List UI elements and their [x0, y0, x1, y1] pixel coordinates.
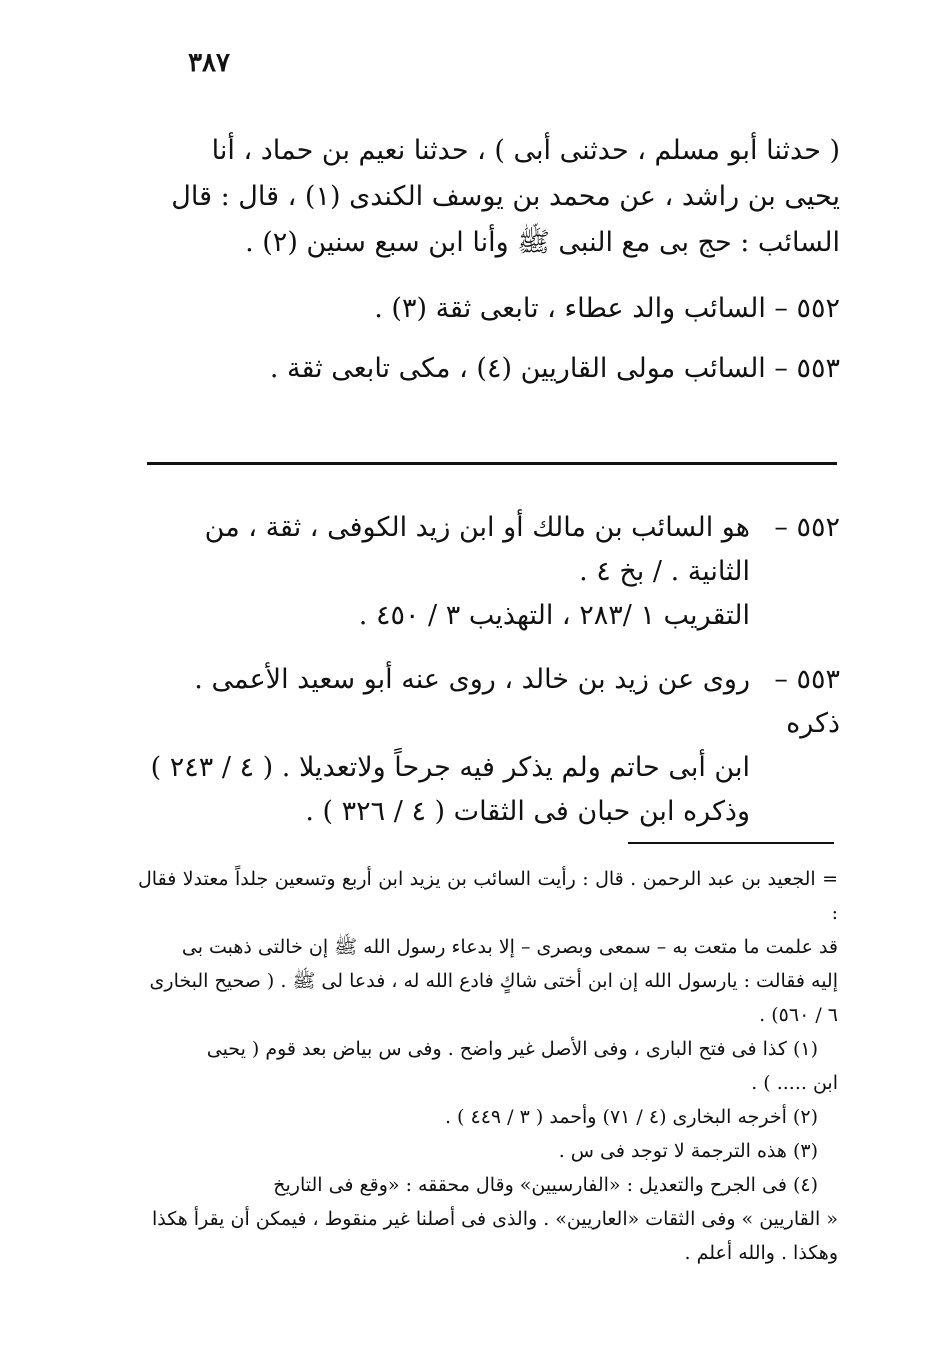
note-line: الثانية . / بخ ٤ . — [579, 556, 750, 587]
footnote-continuation: إليه فقالت : يارسول الله إن ابن أختى شاكٍ فادع الله له ، فدعا لى ﷺ . ( صحيح البخارى — [149, 970, 838, 992]
main-text-line: ( حدثنا أبو مسلم ، حدثنى أبى ) ، حدثنا نعيم بن حماد ، أنا — [211, 135, 840, 166]
footnote-4-cont: « القاريين » وفى الثقات «العاريين» . والذى فى أصلنا غير منقوط ، فيمكن أن يقرأ هكذا — [151, 1208, 838, 1230]
main-text-line: السائب : حج بى مع النبى ﷺ وأنا ابن سبع سنين (٢) . — [245, 227, 840, 258]
note-number: ٥٥٢ – — [774, 512, 840, 543]
note-line: التقريب ١ /٢٨٣ ، التهذيب ٣ / ٤٥٠ . — [358, 600, 750, 631]
entry-553: ٥٥٣ – السائب مولى القاريين (٤) ، مكى تابعى ثقة . — [269, 353, 840, 384]
note-line: ابن أبى حاتم ولم يذكر فيه جرحاً ولاتعديلا . ( ٤ / ٢٤٣ ) — [150, 752, 750, 783]
footnote-continuation: قد علمت ما متعت به – سمعى وبصرى – إلا بدعاء رسول الله ﷺ إن خالتى ذهبت بى — [181, 936, 838, 958]
note-line: هو السائب بن مالك أو ابن زيد الكوفى ، ثقة ، من — [204, 512, 750, 543]
main-text — [140, 128, 840, 266]
note-line: روى عن زيد بن خالد ، روى عنه أبو سعيد الأعمى . ذكره — [194, 664, 840, 739]
note-553 — [140, 658, 840, 834]
footnote-1: (١) كذا فى فتح البارى ، وفى الأصل غير واضح . وفى س بياض بعد قوم ( يحيى — [206, 1038, 818, 1060]
footnote-2: (٢) أخرجه البخارى (٤ / ٧١) وأحمد ( ٣ / ٤٤٩ ) . — [444, 1106, 818, 1128]
footnote-4-cont: وهكذا . والله أعلم . — [684, 1242, 838, 1264]
footnote-divider — [628, 842, 834, 844]
page-number: ٣٨٧ — [188, 48, 230, 78]
note-number: ٥٥٣ – — [774, 664, 840, 695]
footnote-continuation: ٦ / ٥٦٠) . — [759, 1004, 838, 1026]
note-552 — [140, 506, 840, 638]
footnote-4: (٤) فى الجرح والتعديل : «الفارسيين» وقال محققه : «وقع فى التاريخ — [273, 1174, 818, 1196]
entry-552: ٥٥٢ – السائب والد عطاء ، تابعى ثقة (٣) . — [374, 293, 840, 324]
footnote-continuation: = الجعيد بن عبد الرحمن . قال : رأيت السائب بن يزيد ابن أربع وتسعين جلداً معتدلا فقال : — [138, 868, 838, 924]
main-text-line: يحيى بن راشد ، عن محمد بن يوسف الكندى (١) ، قال : قال — [171, 181, 840, 212]
footnote-1-cont: ابن ..... ) . — [751, 1072, 838, 1094]
footnote-3: (٣) هذه الترجمة لا توجد فى س . — [558, 1140, 818, 1162]
footnotes — [138, 862, 838, 1270]
note-line: وذكره ابن حبان فى الثقات ( ٤ / ٣٢٦ ) . — [305, 796, 750, 827]
section-divider — [147, 462, 837, 465]
